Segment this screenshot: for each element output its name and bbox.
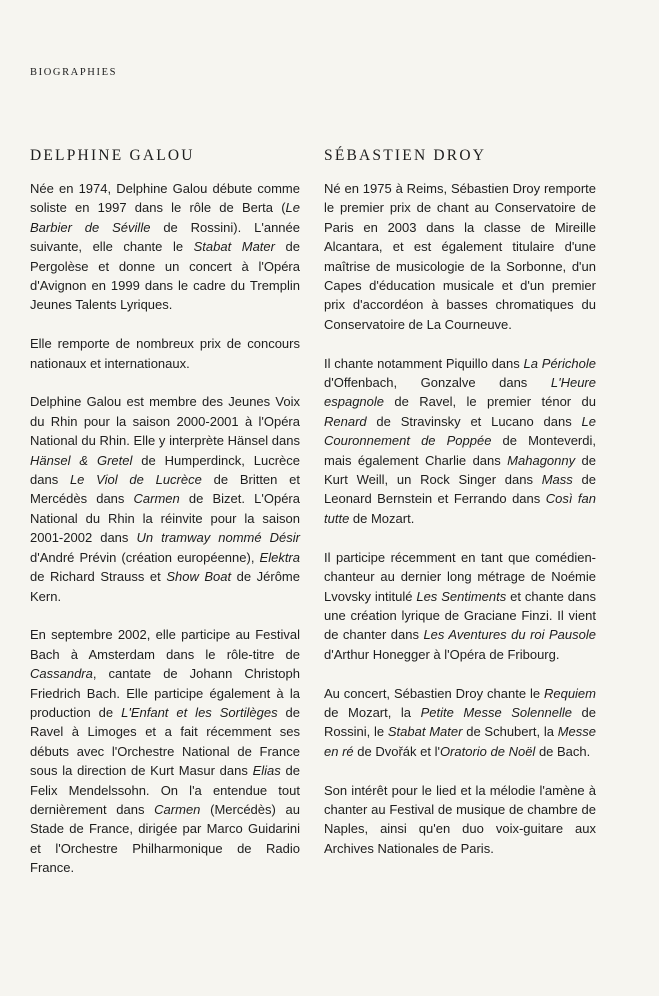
text-run: de Schubert, la [462,724,558,740]
biography-text [324,179,596,858]
text-run: Né en 1975 à Reims, Sébastien Droy remporte le premier prix de chant au Conservatoire de Paris en 2003 dans la classe de Mireille Alcantara, et est également titulaire d'une maîtrise de musicologie de la Sorbonne, d'un Capes d'éducation musicale et d'un premier prix d'accordéon à basses chromatiques du Conservatoire de La Courneuve. [324,181,596,332]
work-title: Stabat Mater [387,724,463,740]
work-title: Un tramway nommé Désir [136,530,300,546]
work-title: Messe en ré [324,724,596,759]
text-run: (Mercédès) au Stade de France, dirigée par Marco Guidarini et l'Orchestre Philharmonique de Radio France. [30,801,300,876]
text-run: Delphine Galou est membre des Jeunes Voix du Rhin pour la saison 2000-2001 à l'Opéra National du Rhin. Elle y interprète Hänsel dans [30,394,300,449]
text-run: de Leonard Bernstein et Ferrando dans [324,472,596,507]
text-run: de Stravinsky et Lucano dans [366,413,582,429]
work-title: Renard [324,413,367,429]
work-title: Carmen [133,491,180,507]
text-run: et chante dans une création lyrique de Graciane Finzi. Il vient de chanter dans [324,588,596,643]
text-run: de Humperdinck, Lucrèce dans [30,452,300,488]
text-run: de Felix Mendelssohn. On l'a entendue tout dernièrement dans [30,763,300,817]
text-run: Née en 1974, Delphine Galou débute comme soliste en 1997 dans le rôle de Berta ( [30,181,300,216]
work-title: Petite Messe Solennelle [420,704,572,720]
biography-paragraph [324,781,596,859]
text-run: de Bach. [535,743,591,759]
work-title: L'Heure espagnole [324,375,596,410]
biography-column-right [324,147,596,878]
biography-paragraph [324,548,596,664]
work-title: Requiem [543,685,596,701]
section-label: BIOGRAPHIES [30,67,118,78]
text-run: de Rossini). L'année suivante, elle chante le [30,219,300,255]
work-title: L'Enfant et les Sortilèges [121,704,278,720]
work-title: Show Boat [166,569,232,585]
text-run: de Mozart, la [324,704,421,720]
biography-paragraph [30,392,300,605]
text-run: , cantate de Johann Christoph Friedrich Bach. Elle participe également à la production de [30,666,300,720]
text-run: de Rossini, le [324,704,596,740]
work-title: Carmen [154,801,201,817]
text-run: de Pergolèse et donne un concert à l'Opéra d'Avignon en 1999 dans le cadre du Tremplin Jeunes Talents Lyriques. [30,239,300,313]
biography-column-left [30,147,300,897]
biography-text [30,179,300,878]
text-run: Il participe récemment en tant que comédien-chanteur au dernier long métrage de Noémie Lvovsky intitulé [324,549,596,604]
text-run: Au concert, Sébastien Droy chante le [324,685,544,701]
text-run: de Monteverdi, mais également Charlie dans [324,433,596,468]
work-title: Le Barbier de Séville [30,200,300,235]
text-run: de Mozart. [349,510,415,526]
work-title: Les Aventures du roi Pausole [423,627,596,643]
biography-paragraph [324,684,596,762]
text-run: Il chante notamment Piquillo dans [324,355,524,371]
text-run: d'André Prévin (création européenne), [30,549,260,565]
biography-paragraph [324,354,596,529]
work-title: Le Viol de Lucrèce [69,472,202,488]
biography-paragraph [324,179,596,334]
work-title: Hänsel & Gretel [30,452,133,468]
work-title: Così fan tutte [324,491,596,526]
work-title: Elektra [259,549,300,565]
text-run: de Ravel, le premier ténor du [384,394,596,410]
work-title: Cassandra [30,666,93,682]
text-run: de Bizet. L'Opéra National du Rhin la réinvite pour la saison 2001-2002 dans [30,491,300,546]
text-run: de Jérôme Kern. [30,569,300,604]
work-title: Mass [541,472,573,488]
text-run: de Dvořák et l' [353,743,440,759]
text-run: de Kurt Weill, un Rock Singer dans [324,452,596,488]
text-run: Elle remporte de nombreux prix de concours nationaux et internationaux. [30,336,300,371]
work-title: La Périchole [523,355,596,371]
work-title: Le Couronnement de Poppée [324,413,596,449]
biography-paragraph [30,625,300,877]
artist-name-heading: SÉBASTIEN DROY [324,147,487,164]
text-run: de Ravel à Limoges et a fait récemment ses débuts avec l'Orchestre National de France sous la direction de Kurt Masur dans [30,704,301,779]
text-run: En septembre 2002, elle participe au Festival Bach à Amsterdam dans le rôle-titre de [30,627,300,662]
work-title: Les Sentiments [416,588,507,604]
text-run: de Richard Strauss et [30,569,167,585]
work-title: Elias [252,763,281,779]
text-run: Son intérêt pour le lied et la mélodie l'amène à chanter au Festival de musique de chambre de Naples, ainsi qu'en duo voix-guitare aux Archives Nationales de Paris. [324,782,596,856]
text-run: d'Arthur Honegger à l'Opéra de Fribourg. [324,646,560,662]
work-title: Stabat Mater [193,239,275,255]
biography-paragraph [30,179,300,315]
work-title: Oratorio de Noël [439,743,536,759]
biography-paragraph [30,334,300,373]
text-run: d'Offenbach, Gonzalve dans [324,375,551,391]
text-run: de Britten et Mercédès dans [30,472,300,507]
artist-name-heading: DELPHINE GALOU [30,147,195,164]
work-title: Mahagonny [507,452,576,468]
